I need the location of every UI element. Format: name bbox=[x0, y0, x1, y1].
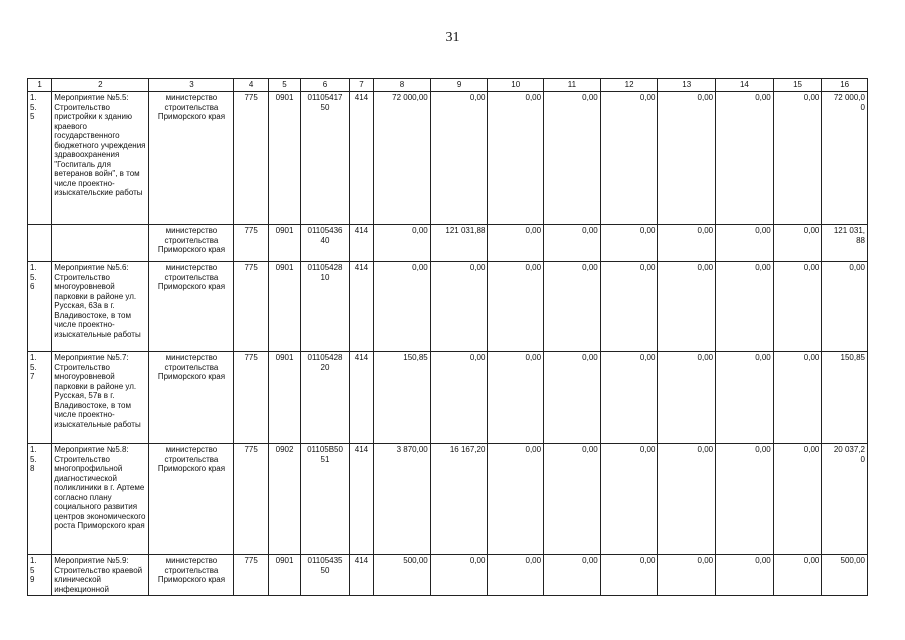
value-col16: 20 037,2 0 bbox=[822, 444, 868, 555]
column-header: 6 bbox=[301, 79, 350, 92]
value-col10: 0,00 bbox=[488, 92, 544, 225]
value-col9: 0,00 bbox=[430, 92, 488, 225]
value-col10: 0,00 bbox=[488, 555, 544, 596]
value-col12: 0,00 bbox=[600, 352, 658, 444]
value-col11: 0,00 bbox=[544, 555, 601, 596]
value-col11: 0,00 bbox=[544, 352, 601, 444]
code-ministry: 775 bbox=[234, 555, 268, 596]
value-col15: 0,00 bbox=[773, 92, 822, 225]
measure-name bbox=[52, 225, 149, 262]
value-col15: 0,00 bbox=[773, 262, 822, 352]
organization: министерство строительства Приморского края bbox=[149, 262, 234, 352]
measure-name: Мероприятие №5.7: Строительство многоуровневой парковки в районе ул. Русская, 57в в г. Владивостоке, в том числе проектно-изыскательные работы bbox=[52, 352, 149, 444]
column-header: 9 bbox=[430, 79, 488, 92]
measure-name: Мероприятие №5.6: Строительство многоуровневой парковки в районе ул. Русская, 63а в г. Владивостоке, в том числе проектно-изыскательные работы bbox=[52, 262, 149, 352]
value-col12: 0,00 bbox=[600, 262, 658, 352]
value-col13: 0,00 bbox=[658, 92, 716, 225]
page-number: 31 bbox=[445, 30, 460, 45]
value-col15: 0,00 bbox=[773, 225, 822, 262]
organization: министерство строительства Приморского края bbox=[149, 555, 234, 596]
code-target: 01105428 20 bbox=[301, 352, 350, 444]
code-section: 0901 bbox=[268, 555, 300, 596]
column-header: 7 bbox=[349, 79, 373, 92]
row-number: 1. 5. 8 bbox=[28, 444, 52, 555]
column-header: 16 bbox=[822, 79, 868, 92]
value-col11: 0,00 bbox=[544, 92, 601, 225]
row-number: 1. 5. 6 bbox=[28, 262, 52, 352]
column-header: 10 bbox=[488, 79, 544, 92]
value-col11: 0,00 bbox=[544, 225, 601, 262]
value-col13: 0,00 bbox=[658, 262, 716, 352]
value-col12: 0,00 bbox=[600, 92, 658, 225]
table-row bbox=[28, 262, 868, 352]
code-expense: 414 bbox=[349, 92, 373, 225]
table-row bbox=[28, 444, 868, 555]
value-col8: 0,00 bbox=[374, 225, 431, 262]
column-header: 11 bbox=[544, 79, 601, 92]
code-expense: 414 bbox=[349, 555, 373, 596]
value-col10: 0,00 bbox=[488, 225, 544, 262]
code-ministry: 775 bbox=[234, 262, 268, 352]
value-col15: 0,00 bbox=[773, 352, 822, 444]
code-expense: 414 bbox=[349, 262, 373, 352]
value-col8: 500,00 bbox=[374, 555, 431, 596]
code-target: 01105В50 51 bbox=[301, 444, 350, 555]
table-row bbox=[28, 555, 868, 596]
value-col14: 0,00 bbox=[716, 92, 774, 225]
value-col16: 500,00 bbox=[822, 555, 868, 596]
column-header: 4 bbox=[234, 79, 268, 92]
value-col9: 121 031,88 bbox=[430, 225, 488, 262]
code-ministry: 775 bbox=[234, 225, 268, 262]
organization: министерство строительства Приморского края bbox=[149, 352, 234, 444]
row-number: 1. 5. 5 bbox=[28, 92, 52, 225]
code-section: 0901 bbox=[268, 92, 300, 225]
column-header: 13 bbox=[658, 79, 716, 92]
value-col14: 0,00 bbox=[716, 555, 774, 596]
value-col8: 0,00 bbox=[374, 262, 431, 352]
code-target: 01105435 50 bbox=[301, 555, 350, 596]
value-col13: 0,00 bbox=[658, 352, 716, 444]
value-col15: 0,00 bbox=[773, 555, 822, 596]
code-ministry: 775 bbox=[234, 352, 268, 444]
value-col14: 0,00 bbox=[716, 225, 774, 262]
measure-name: Мероприятие №5.8: Строительство многопрофильной диагностической поликлиники в г. Артеме согласно плану социального развития центров экономического роста Приморского края bbox=[52, 444, 149, 555]
code-target: 01105417 50 bbox=[301, 92, 350, 225]
value-col13: 0,00 bbox=[658, 225, 716, 262]
code-expense: 414 bbox=[349, 352, 373, 444]
measure-name: Мероприятие №5.5: Строительство пристройки к зданию краевого государственного бюджетного учреждения здравоохранения "Госпиталь для ветеранов войн", в том числе проектно-изыскательские работы bbox=[52, 92, 149, 225]
value-col8: 72 000,00 bbox=[374, 92, 431, 225]
column-header: 14 bbox=[716, 79, 774, 92]
value-col10: 0,00 bbox=[488, 444, 544, 555]
organization: министерство строительства Приморского края bbox=[149, 92, 234, 225]
column-header: 8 bbox=[374, 79, 431, 92]
organization: министерство строительства Приморского края bbox=[149, 225, 234, 262]
value-col12: 0,00 bbox=[600, 444, 658, 555]
row-number: 1. 5. 7 bbox=[28, 352, 52, 444]
value-col15: 0,00 bbox=[773, 444, 822, 555]
table-row bbox=[28, 92, 868, 225]
value-col9: 0,00 bbox=[430, 352, 488, 444]
code-section: 0901 bbox=[268, 225, 300, 262]
code-ministry: 775 bbox=[234, 92, 268, 225]
table-body bbox=[28, 92, 868, 596]
code-section: 0901 bbox=[268, 352, 300, 444]
value-col8: 3 870,00 bbox=[374, 444, 431, 555]
code-target: 01105428 10 bbox=[301, 262, 350, 352]
value-col13: 0,00 bbox=[658, 444, 716, 555]
code-section: 0901 bbox=[268, 262, 300, 352]
value-col12: 0,00 bbox=[600, 555, 658, 596]
code-target: 01105436 40 bbox=[301, 225, 350, 262]
table-row bbox=[28, 352, 868, 444]
column-header: 5 bbox=[268, 79, 300, 92]
budget-table bbox=[27, 78, 868, 596]
measure-name: Мероприятие №5.9: Строительство краевой клинической инфекционной bbox=[52, 555, 149, 596]
organization: министерство строительства Приморского края bbox=[149, 444, 234, 555]
code-ministry: 775 bbox=[234, 444, 268, 555]
value-col9: 16 167,20 bbox=[430, 444, 488, 555]
value-col9: 0,00 bbox=[430, 555, 488, 596]
value-col10: 0,00 bbox=[488, 352, 544, 444]
value-col16: 150,85 bbox=[822, 352, 868, 444]
value-col11: 0,00 bbox=[544, 444, 601, 555]
column-header: 12 bbox=[600, 79, 658, 92]
code-expense: 414 bbox=[349, 444, 373, 555]
value-col8: 150,85 bbox=[374, 352, 431, 444]
value-col9: 0,00 bbox=[430, 262, 488, 352]
value-col12: 0,00 bbox=[600, 225, 658, 262]
value-col16: 72 000,0 0 bbox=[822, 92, 868, 225]
column-header: 2 bbox=[52, 79, 149, 92]
column-header: 1 bbox=[28, 79, 52, 92]
value-col10: 0,00 bbox=[488, 262, 544, 352]
value-col14: 0,00 bbox=[716, 352, 774, 444]
value-col16: 121 031, 88 bbox=[822, 225, 868, 262]
table-row bbox=[28, 225, 868, 262]
row-number: 1. 5 9 bbox=[28, 555, 52, 596]
value-col14: 0,00 bbox=[716, 262, 774, 352]
value-col11: 0,00 bbox=[544, 262, 601, 352]
value-col13: 0,00 bbox=[658, 555, 716, 596]
value-col16: 0,00 bbox=[822, 262, 868, 352]
column-header: 3 bbox=[149, 79, 234, 92]
row-number bbox=[28, 225, 52, 262]
code-section: 0902 bbox=[268, 444, 300, 555]
value-col14: 0,00 bbox=[716, 444, 774, 555]
column-header: 15 bbox=[773, 79, 822, 92]
header-row bbox=[28, 79, 868, 92]
code-expense: 414 bbox=[349, 225, 373, 262]
